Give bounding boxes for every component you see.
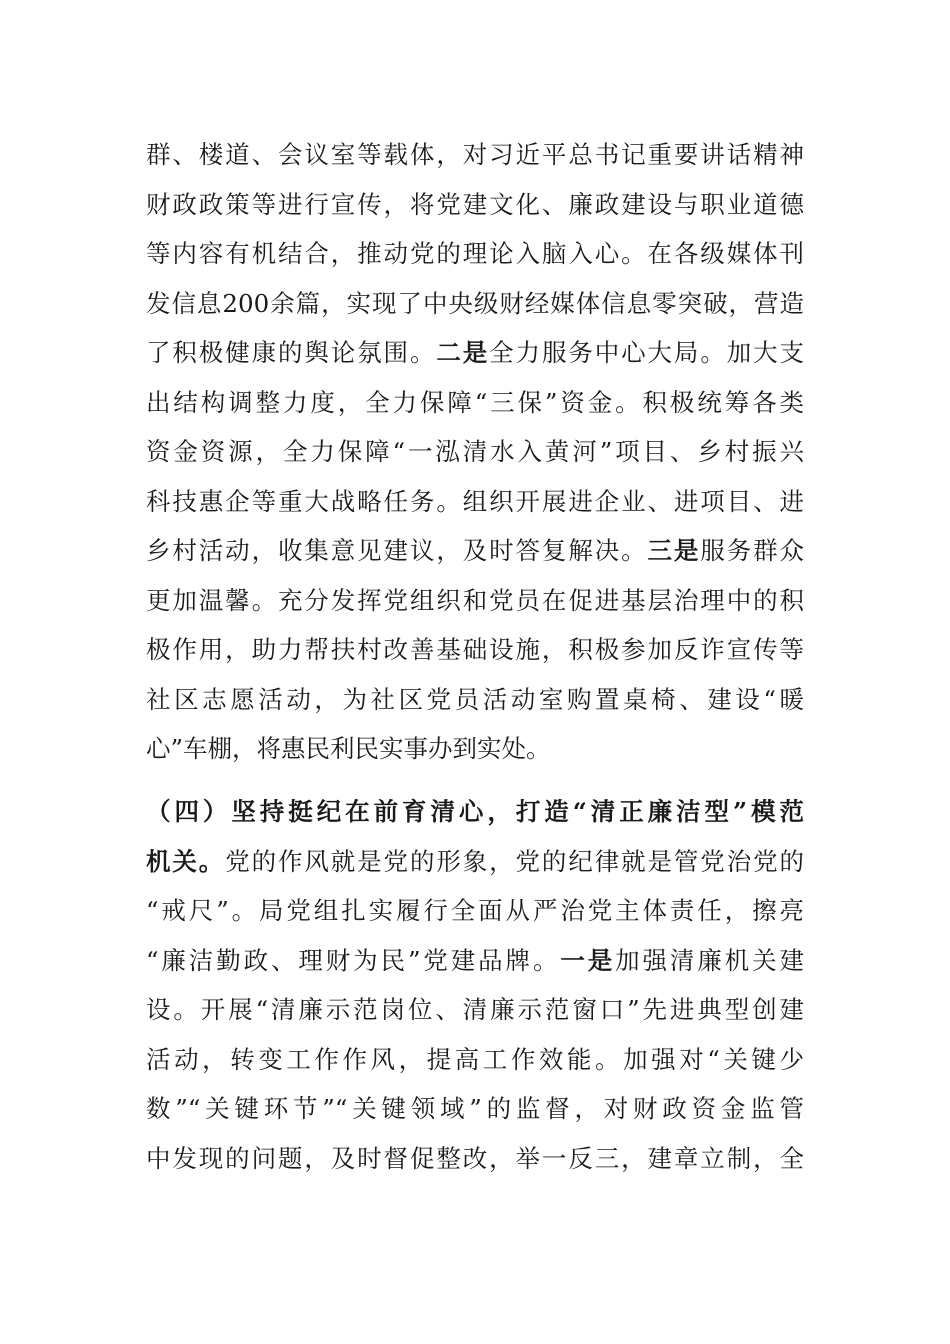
paragraph-section-four <box>146 787 804 1183</box>
text-line <box>146 279 804 329</box>
text-line <box>146 886 804 936</box>
text-run: 了积极健康的舆论氛围。 <box>146 338 437 367</box>
text-run: 发信息200余篇，实现了中央级财经媒体信息零突破，营造 <box>146 288 804 318</box>
text-line <box>146 180 804 230</box>
paragraph-party-building-services <box>146 130 804 774</box>
bold-lead-phrase: 一是 <box>560 945 616 975</box>
text-line <box>146 675 804 725</box>
text-run: 乡村活动，收集意见建议，及时答复解决。 <box>146 536 648 565</box>
bold-lead-phrase: 三是 <box>647 536 701 565</box>
bold-lead-phrase: 二是 <box>436 338 490 367</box>
text-line <box>146 724 804 774</box>
section-heading-end: 机关。 <box>146 846 226 876</box>
text-line <box>146 1134 804 1184</box>
text-run: 资金资源，全力保障“一泓清水入黄河”项目、乡村振兴 <box>146 437 804 466</box>
text-line <box>146 477 804 527</box>
text-run: 科技惠企等重大战略任务。组织开展进企业、进项目、进 <box>146 486 804 516</box>
text-run: 加强清廉机关建 <box>615 945 804 975</box>
text-run: 等内容有机结合，推动党的理论入脑入心。在各级媒体刊 <box>146 239 804 268</box>
text-run: 心”车棚，将惠民利民实事办到实处。 <box>146 734 551 763</box>
text-run: 更加温馨。充分发挥党组织和党员在促进基层治理中的积 <box>146 585 804 615</box>
text-run: 出结构调整力度，全力保障“三保”资金。积极统筹各类 <box>146 387 804 417</box>
text-line <box>146 1035 804 1085</box>
section-heading: （四）坚持挺纪在前育清心，打造“清正廉洁型”模范 <box>146 797 804 826</box>
text-line <box>146 985 804 1035</box>
text-run: 中发现的问题，及时督促整改，举一反三，建章立制，全 <box>146 1143 804 1173</box>
text-run: 群、楼道、会议室等载体，对习近平总书记重要讲话精神 <box>146 140 804 169</box>
section-heading-line <box>146 787 804 837</box>
text-line <box>146 229 804 279</box>
text-line <box>146 526 804 576</box>
text-run: “廉洁勤政、理财为民”党建品牌。 <box>146 945 561 975</box>
text-run: 全力服务中心大局。加大支 <box>489 338 805 367</box>
text-line <box>146 837 804 887</box>
text-line <box>146 625 804 675</box>
text-run: 社区志愿活动，为社区党员活动室购置桌椅、建设“暖 <box>146 684 804 714</box>
text-run: 财政政策等进行宣传，将党建文化、廉政建设与职业道德 <box>146 189 804 219</box>
text-line <box>146 576 804 626</box>
text-line <box>146 427 804 477</box>
text-run: 活动，转变工作作风，提高工作效能。加强对“关键少 <box>146 1044 804 1074</box>
text-run: 服务群众 <box>700 536 805 565</box>
text-run: “戒尺”。局党组扎实履行全面从严治党主体责任，擦亮 <box>146 896 804 925</box>
text-run: 党的作风就是党的形象，党的纪律就是管党治党的 <box>225 846 804 876</box>
text-run: 数”“关键环节”“关键领域”的监督，对财政资金监管 <box>146 1094 804 1123</box>
text-line <box>146 936 804 986</box>
text-line <box>146 378 804 428</box>
text-run: 设。开展“清廉示范岗位、清廉示范窗口”先进典型创建 <box>146 995 804 1024</box>
text-line <box>146 328 804 378</box>
text-run: 极作用，助力帮扶村改善基础设施，积极参加反诈宣传等 <box>146 635 804 664</box>
text-line <box>146 1084 804 1134</box>
text-line <box>146 130 804 180</box>
